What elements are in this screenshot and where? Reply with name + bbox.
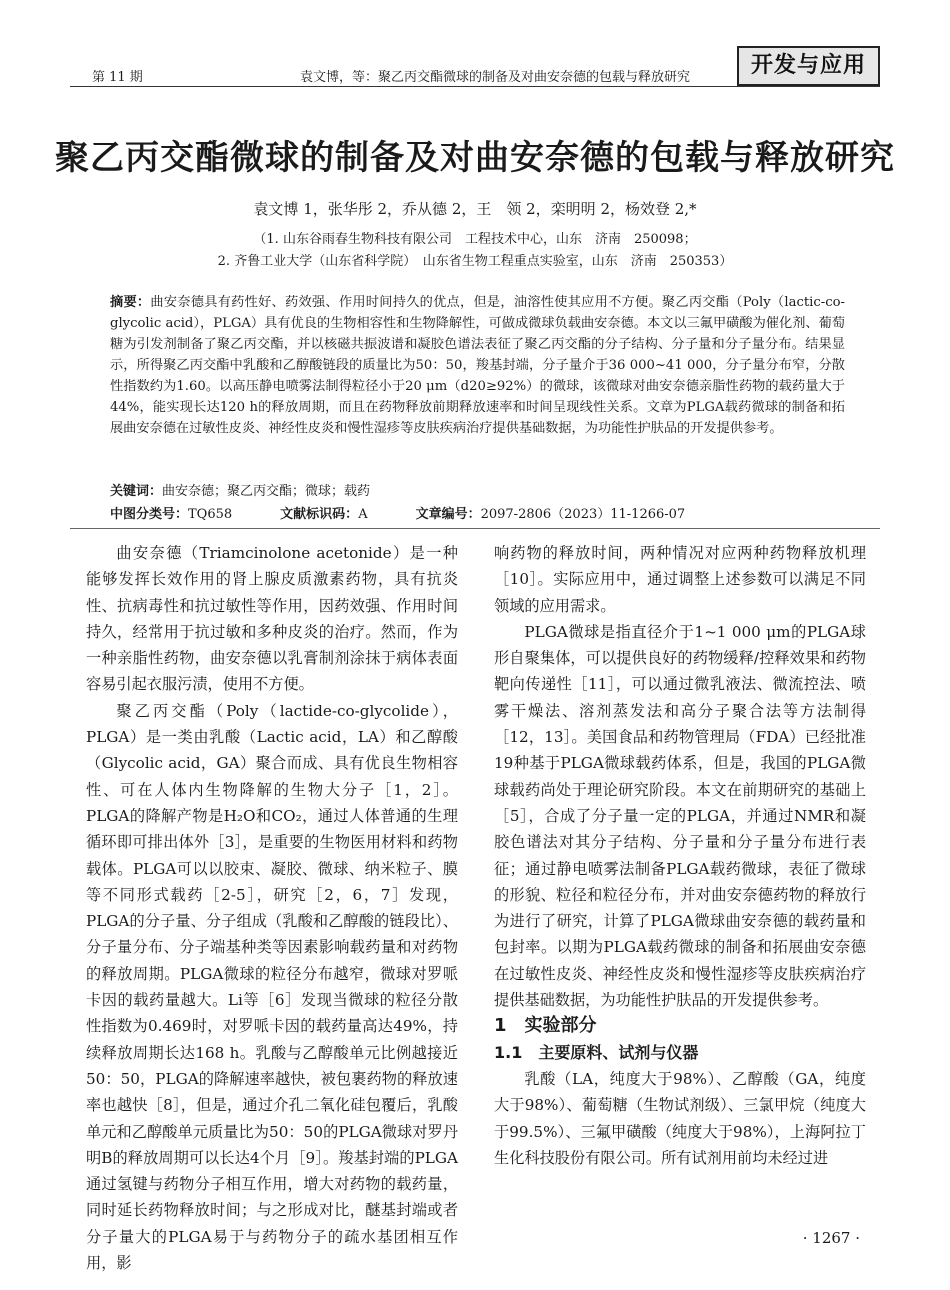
- author-list: 袁文博 1，张华彤 2，乔从德 2，王 领 2，栾明明 2，杨效登 2,*: [253, 200, 697, 218]
- body-column-right: [494, 540, 866, 1171]
- abstract: [110, 292, 845, 439]
- clc-label: 中图分类号：: [110, 507, 189, 522]
- section-badge: 开发与应用: [737, 46, 880, 86]
- paragraph: 聚乙丙交酯（Poly（lactide-co-glycolide），PLGA）是一类由乳酸（Lactic acid，LA）和乙醇酸（Glycolic acid，GA）聚合而成、具有优良生物相容性、可在人体内生物降解的生物大分子［1，2］。PLGA的降解产物是H₂O和CO₂，通过人体普通的生理循环即可排出体外［3］，是重要的生物医用材料和药物载体。PLGA可以以胶束、凝胶、微球、纳米粒子、膜等不同形式载药［2-5］，研究［2，6，7］发现，PLGA的分子量、分子组成（乳酸和乙醇酸的链段比）、分子量分布、分子端基种类等因素影响载药量和对药物的释放周期。PLGA微球的粒径分布越窄，微球对罗哌卡因的载药量越大。Li等［6］发现当微球的粒径分散性指数为0.469时，对罗哌卡因的载药量高达49%，持续释放周期长达168 h。乳酸与乙醇酸单元比例越接近50：50，PLGA的降解速率越快，被包裹药物的释放速率也越快［8］，但是，通过介孔二氧化硅包覆后，乳酸单元和乙醇酸单元质量比为50：50的PLGA微球对罗丹明B的释放周期可以长达4个月［9］。羧基封端的PLGA通过氢键与药物分子相互作用，增大对药物的载药量，同时延长药物释放时间；与之形成对比，醚基封端或者分子量大的PLGA易于与药物分子的疏水基团相互作用，影: [86, 701, 458, 1273]
- abstract-label: 摘要：: [110, 295, 151, 310]
- abstract-text: 曲安奈德具有药性好、药效强、作用时间持久的优点，但是，油溶性使其应用不方便。聚乙丙交酯（Poly（lactic-co-glycolic acid），PLGA）具有优良的生物相容性和生物降解性，可做成微球负载曲安奈德。本文以三氟甲磺酸为催化剂、葡萄糖为引发剂制备了聚乙丙交酯，并以核磁共振波谱和凝胶色谱法表征了聚乙丙交酯的分子结构、分子量和分子量分布。结果显示，所得聚乙丙交酯中乳酸和乙醇酸链段的质量比为50：50，羧基封端，分子量介于36 000~41 000，分子量分布窄，分散性指数约为1.60。以高压静电喷雾法制得粒径小于20 μm（d20≥92%）的微球，该微球对曲安奈德亲脂性药物的载药量大于44%，能实现长达120 h的释放周期，而且在药物释放前期释放速率和时间呈现线性关系。文章为PLGA载药微球的制备和拓展曲安奈德在过敏性皮炎、神经性皮炎和慢性湿疹等皮肤疾病治疗提供基础数据，为功能性护肤品的开发提供参考。: [110, 295, 845, 436]
- doc-code-value: A: [358, 507, 368, 522]
- divider: [70, 528, 880, 529]
- clc-value: TQ658: [188, 507, 233, 522]
- keywords: [110, 480, 370, 499]
- keywords-text: 曲安奈德；聚乙丙交酯；微球；载药: [162, 484, 371, 499]
- article-no-label: 文章编号：: [415, 507, 481, 522]
- article-no-value: 2097-2806（2023）11-1266-07: [480, 507, 686, 522]
- doc-code-label: 文献标识码：: [280, 507, 359, 522]
- subsection-heading: 1.1 主要原料、试剂与仪器: [494, 1042, 699, 1062]
- page-number: · 1267 ·: [802, 1229, 860, 1247]
- section-heading: 1 实验部分: [494, 1015, 597, 1037]
- paragraph: 曲安奈德（Triamcinolone acetonide）是一种能够发挥长效作用的肾上腺皮质激素药物，具有抗炎性、抗病毒性和抗过敏性等作用，因药效强、作用时间持久，经常用于抗过敏和多种皮炎的治疗。然而，作为一种亲脂性药物，曲安奈德以乳膏制剂涂抹于病体表面容易引起衣服污渍，使用不方便。: [86, 544, 458, 694]
- affiliation-1: （1. 山东谷雨春生物科技有限公司 工程技术中心，山东 济南 250098；: [253, 232, 697, 247]
- body-column-left: [86, 540, 458, 1276]
- running-title: 袁文博，等：聚乙丙交酯微球的制备及对曲安奈德的包载与释放研究: [300, 70, 691, 85]
- affiliation-2: 2. 齐鲁工业大学（山东省科学院） 山东省生物工程重点实验室，山东 济南 250353）: [217, 254, 733, 269]
- issue-number: 第 11 期: [92, 70, 143, 85]
- article-meta: [110, 503, 685, 522]
- paragraph: 乳酸（LA，纯度大于98%）、乙醇酸（GA，纯度大于98%）、葡萄糖（生物试剂级）、三氯甲烷（纯度大于99.5%）、三氟甲磺酸（纯度大于98%），上海阿拉丁生化科技股份有限公司。所有试剂用前均未经过进: [494, 1069, 866, 1167]
- paragraph: 响药物的释放时间，两种情况对应两种药物释放机理［10］。实际应用中，通过调整上述参数可以满足不同领域的应用需求。: [494, 544, 866, 615]
- paper-title: 聚乙丙交酯微球的制备及对曲安奈德的包载与释放研究: [55, 138, 895, 178]
- paragraph: PLGA微球是指直径介于1~1 000 μm的PLGA球形自聚集体，可以提供良好的药物缓释/控释效果和药物靶向传递性［11］，可以通过微乳液法、微流控法、喷雾干燥法、溶剂蒸发法和高分子聚合法等方法制得［12，13］。美国食品和药物管理局（FDA）已经批准19种基于PLGA微球载药体系，但是，我国的PLGA微球载药尚处于理论研究阶段。本文在前期研究的基础上［5］，合成了分子量一定的PLGA，并通过NMR和凝胶色谱法对其分子结构、分子量和分子量分布进行表征；通过静电喷雾法制备PLGA载药微球，表征了微球的形貌、粒径和粒径分布，并对曲安奈德药物的释放行为进行了研究，计算了PLGA微球曲安奈德的载药量和包封率。以期为PLGA载药微球的制备和拓展曲安奈德在过敏性皮炎、神经性皮炎和慢性湿疹等皮肤疾病治疗提供基础数据，为功能性护肤品的开发提供参考。: [494, 622, 866, 1010]
- keywords-label: 关键词：: [110, 484, 163, 499]
- running-header: [70, 53, 880, 87]
